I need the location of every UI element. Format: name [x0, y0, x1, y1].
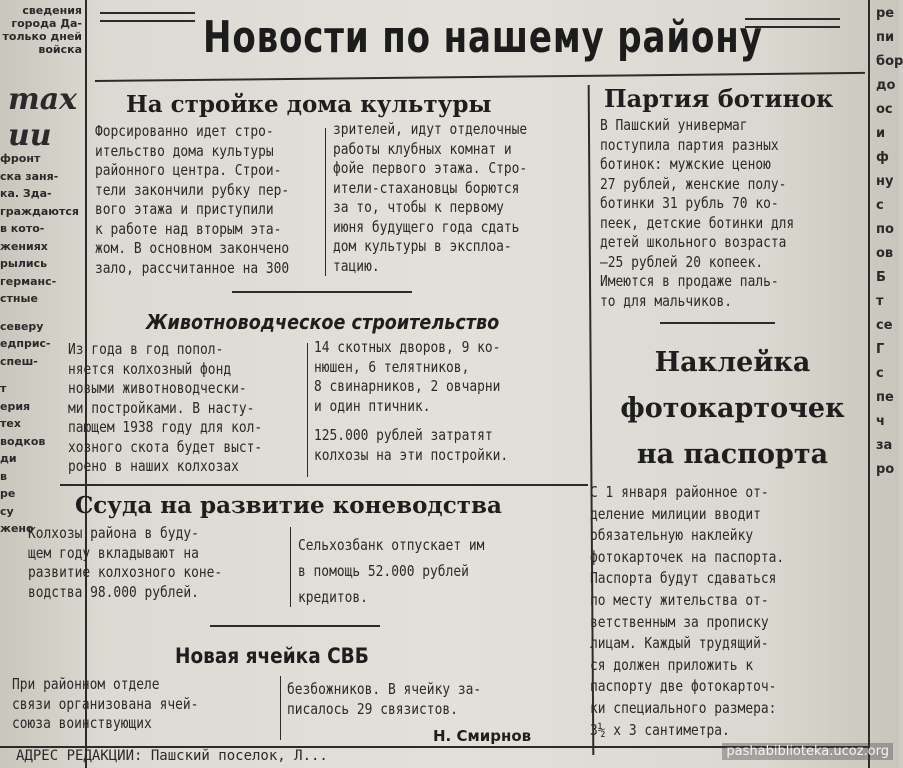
margin-line: германс- — [0, 274, 57, 288]
text-line: тацию. — [333, 256, 380, 275]
text-line: 8 свинарников, 2 овчарни — [314, 377, 501, 395]
article-title-boots: Партия ботинок — [604, 84, 834, 113]
margin-line: ди — [0, 452, 17, 465]
text-line: няется колхозный фонд — [68, 359, 232, 378]
text-line: лицам. Каждый трудящий- — [590, 634, 769, 653]
margin-line: спеш- — [0, 354, 38, 368]
article-photo-body — [590, 482, 784, 741]
text-line: ботинок: мужские ценою — [600, 155, 771, 173]
article-boots-body — [600, 116, 794, 311]
article-livestock-col2 — [314, 338, 508, 465]
text-line: паспорту две фотокарточ- — [590, 677, 777, 696]
text-line: 3½ х 3 сантиметра. — [590, 720, 730, 739]
text-line: ки специального размера: — [590, 698, 777, 717]
article-title-photo — [600, 340, 865, 478]
article-svb-col1 — [12, 675, 198, 734]
margin-line: ос — [876, 102, 893, 117]
title-line: на паспорта — [636, 439, 829, 470]
title-line: Наклейка — [654, 347, 811, 378]
separator-rule — [660, 322, 775, 324]
text-line: и один птичник. — [314, 396, 431, 415]
text-line: хозного скота будет выст- — [68, 437, 263, 456]
article-horse-col1 — [28, 524, 222, 602]
text-line: по месту жительства от- — [590, 590, 769, 609]
margin-line: сведения — [22, 4, 82, 17]
article-title-culture: На стройке дома культуры — [126, 91, 492, 118]
margin-line: пе — [876, 390, 894, 405]
text-line: В Пашский универмаг — [600, 116, 748, 134]
text-line: нюшен, 6 телятников, — [314, 357, 470, 376]
footer-address: АДРЕС РЕДАКЦИИ: Пашский поселок, Л... — [16, 748, 328, 764]
text-line: —25 рублей 20 копеек. — [600, 252, 764, 271]
culture-col-rule — [325, 128, 326, 276]
margin-line: до — [876, 78, 896, 93]
title-line: фотокарточек — [620, 393, 845, 424]
margin-line: ов — [876, 246, 894, 261]
masthead-underline — [95, 72, 865, 82]
margin-line: ф — [876, 150, 889, 165]
margin-line: войска — [38, 43, 82, 56]
article-culture-col2 — [333, 120, 527, 276]
margin-line: се — [876, 318, 893, 333]
text-line: деление милиции вводит — [590, 504, 761, 523]
margin-line: с — [876, 198, 884, 213]
separator-rule — [210, 625, 380, 627]
text-line: ители-стахановцы борются — [333, 178, 520, 197]
text-line: ми постройками. В насту- — [68, 398, 255, 417]
text-line — [314, 416, 508, 426]
text-line: щем году вкладывают на — [28, 543, 199, 562]
text-line: водства 98.000 рублей. — [28, 582, 199, 601]
text-line: детей школьного возраста — [600, 233, 787, 251]
livestock-col-rule — [307, 343, 308, 477]
article-culture-col1 — [95, 122, 289, 278]
text-line: 14 скотных дворов, 9 ко- — [314, 338, 501, 356]
masthead-rule-left-1 — [100, 12, 195, 14]
margin-line: пи — [876, 30, 895, 45]
text-line: связи организована ячей- — [12, 694, 199, 713]
margin-line: ре — [876, 6, 895, 21]
text-line: фотокарточек на паспорта. — [590, 547, 785, 566]
margin-line: стные — [0, 292, 38, 305]
watermark-link[interactable]: pashabiblioteka.ucoz.org — [722, 743, 893, 760]
text-line: колхозы на эти постройки. — [314, 445, 509, 464]
separator-rule — [232, 291, 412, 293]
text-line: обязательную наклейку — [590, 526, 754, 545]
margin-line: ска заня- — [0, 169, 59, 183]
right-margin-column — [876, 2, 903, 482]
article-title-livestock: Животноводческое строительство — [146, 310, 500, 334]
margin-title-line: ии — [8, 118, 52, 153]
text-line: ветственным за прописку — [590, 612, 769, 631]
article-horse-col2 — [298, 532, 484, 610]
left-margin-title — [8, 82, 77, 154]
margin-line: т — [876, 294, 884, 309]
margin-line: за — [876, 438, 893, 453]
margin-line: ну — [876, 174, 894, 189]
text-line: районного центра. Строи- — [95, 161, 282, 179]
text-line: безбожников. В ячейку за- — [287, 680, 482, 698]
margin-line: ро — [876, 462, 895, 477]
margin-line: по — [876, 222, 894, 237]
text-line: Из года в год попол- — [68, 340, 224, 358]
text-line: ся должен приложить к — [590, 655, 754, 674]
text-line: кредитов. — [298, 588, 368, 606]
text-line: к работе над вторым эта- — [95, 219, 282, 238]
margin-line: рылись — [0, 257, 48, 270]
masthead-title: Новости по нашему району — [203, 12, 763, 63]
horse-col-rule — [290, 527, 291, 607]
margin-line: в кото- — [0, 222, 45, 235]
text-line: Колхозы района в буду- — [28, 524, 199, 542]
text-line: дом культуры в эксплоа- — [333, 237, 512, 255]
text-line: 125.000 рублей затратят — [314, 426, 493, 444]
margin-line: ерия — [0, 399, 31, 413]
article-livestock-col1 — [68, 340, 262, 477]
text-line: ительство дома культуры — [95, 141, 274, 160]
text-line: поступила партия разных — [600, 135, 779, 154]
margin-line: Г — [876, 342, 885, 357]
text-line: писалось 29 связистов. — [287, 699, 458, 718]
text-line: вого этажа и приступили — [95, 200, 274, 218]
article-title-horse: Ссуда на развитие коневодства — [75, 492, 502, 519]
separator-rule — [60, 484, 588, 486]
text-line: Форсированно идет стро- — [95, 122, 274, 140]
margin-line: водков — [0, 434, 46, 448]
text-line: ботинки 31 рубль 70 ко- — [600, 194, 779, 212]
right-margin-rule — [868, 0, 870, 768]
text-line: развитие колхозного коне- — [28, 563, 223, 581]
margin-line: ре — [0, 487, 16, 500]
margin-line: фронт — [0, 152, 41, 165]
text-line: зало, рассчитанное на 300 — [95, 258, 290, 277]
margin-line: ч — [876, 414, 885, 429]
text-line: тели закончили рубку пер- — [95, 180, 290, 199]
text-line: пающем 1938 году для кол- — [68, 418, 263, 436]
text-line: то для мальчиков. — [600, 291, 733, 310]
text-line: С 1 января районное от- — [590, 483, 769, 501]
margin-line: и — [876, 126, 886, 141]
margin-line: едприс- — [0, 337, 51, 350]
margin-line: Б — [876, 270, 886, 285]
masthead-rule-left-2 — [100, 20, 195, 22]
article-signature: Н. Смирнов — [433, 727, 532, 745]
text-line: новыми животноводчески- — [68, 379, 247, 397]
margin-line: ка. Зда- — [0, 187, 52, 200]
margin-line: бор — [876, 54, 903, 69]
text-line: 27 рублей, женские полу- — [600, 174, 787, 193]
margin-line: граждаются — [0, 204, 79, 218]
text-line: пеек, детские ботинки для — [600, 213, 795, 232]
margin-line: су — [0, 504, 14, 518]
left-margin-top — [2, 4, 82, 56]
svb-col-rule — [280, 676, 281, 740]
text-line: роено в наших колхозах — [68, 457, 239, 475]
margin-title-line: тах — [8, 82, 78, 117]
text-line: зрителей, идут отделочные — [333, 120, 528, 138]
margin-line: в — [0, 469, 7, 483]
margin-line: жениях — [0, 239, 48, 253]
article-svb-col2 — [287, 680, 481, 719]
text-line: союза воинствующих — [12, 714, 152, 732]
text-line: Имеются в продаже паль- — [600, 272, 779, 290]
text-line: При районном отделе — [12, 675, 160, 693]
text-line: фойе первого этажа. Стро- — [333, 159, 528, 177]
text-line: жом. В основном закончено — [95, 239, 290, 257]
text-line: июня будущего года сдать — [333, 217, 520, 236]
margin-line: только дней — [2, 30, 82, 43]
text-line: в помощь 52.000 рублей — [298, 562, 469, 580]
text-line: Сельхозбанк отпускает им — [298, 536, 485, 554]
margin-line: жено — [0, 522, 34, 535]
text-line: работы клубных комнат и — [333, 139, 512, 158]
margin-line: северу — [0, 319, 44, 333]
margin-line: тех — [0, 417, 21, 430]
text-line: за то, чтобы к первому — [333, 198, 504, 216]
margin-line: города Да- — [11, 17, 82, 30]
margin-line: с — [876, 366, 884, 381]
text-line: Паспорта будут сдаваться — [590, 569, 777, 588]
margin-line: т — [0, 382, 7, 395]
article-title-svb: Новая ячейка СВБ — [175, 644, 369, 668]
